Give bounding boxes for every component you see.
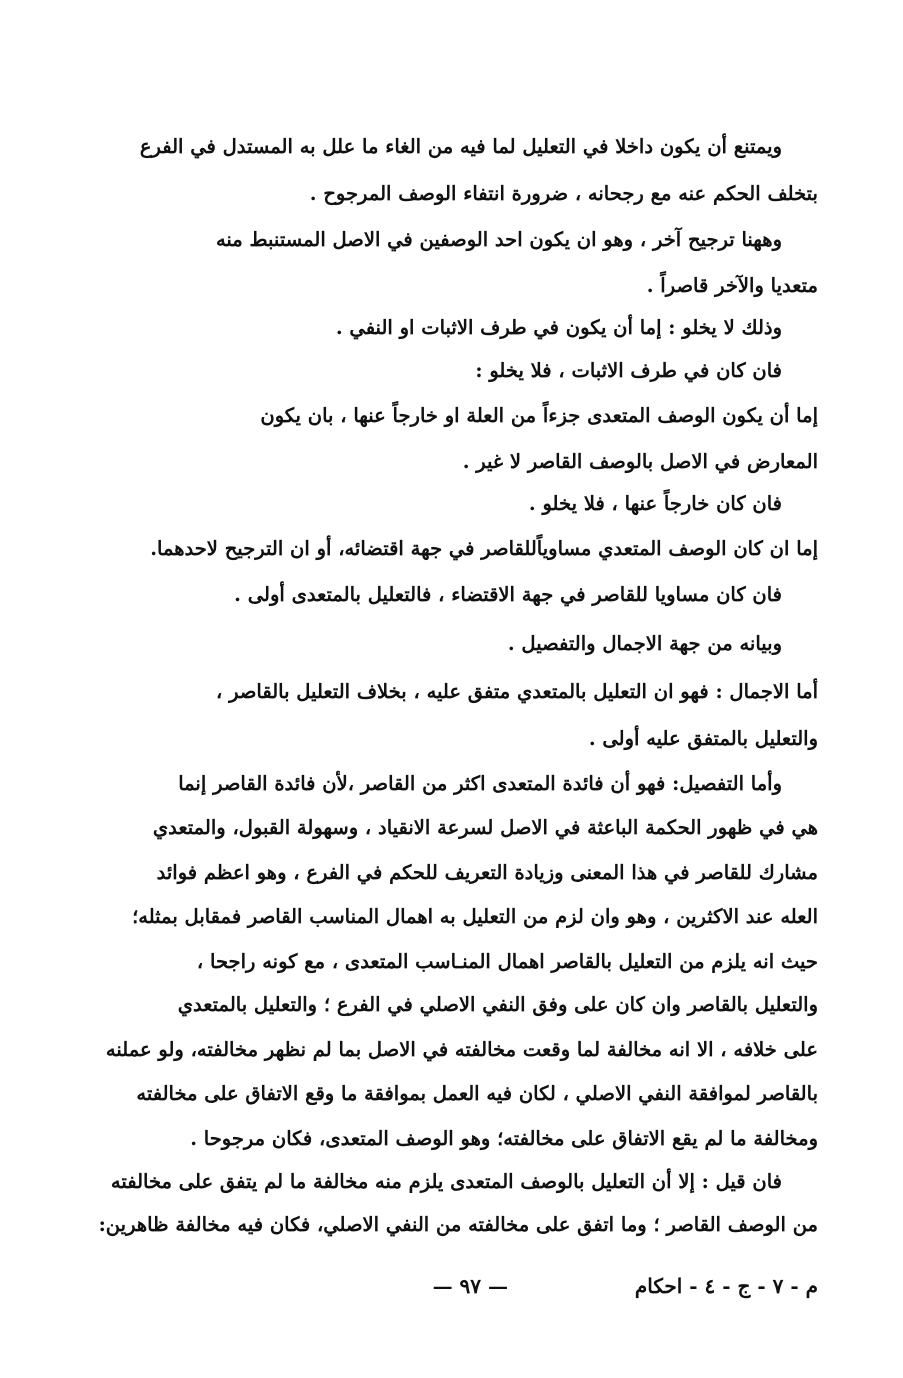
text-line: على خلافه ، الا انه مخالفة لما وقعت مخالفته في الاصل بما لم نظهر مخالفته، ولو عملنه [105, 1038, 818, 1061]
text-line: وأما التفصيل: فهو أن فائدة المتعدى اكثر من القاصر ،لأن فائدة القاصر إنما [178, 772, 782, 795]
text-line: العله عند الاكثرين ، وهو وان لزم من التعليل به اهمال المناسب القاصر فمقابل بمثله؛ [132, 905, 818, 928]
text-line: وههنا ترجيح آخر ، وهو ان يكون احد الوصفين في الاصل المستنبط منه [215, 228, 782, 251]
text-line: فان كان خارجاً عنها ، فلا يخلو . [528, 492, 782, 515]
printer-signature: م - ٧ - ج - ٤ - احكام [634, 1274, 818, 1298]
text-line: ويمتنع أن يكون داخلا في التعليل لما فيه من الغاء ما علل به المستدل في الفرع [139, 135, 782, 158]
text-line: والتعليل بالمتفق عليه أولى . [588, 727, 818, 750]
text-line: فان قيل : إلا أن التعليل بالوصف المتعدى يلزم منه مخالفة ما لم يتفق على مخالفته [110, 1170, 782, 1193]
text-line: من الوصف القاصر ؛ وما اتفق على مخالفته من النفي الاصلي، فكان فيه مخالفة ظاهرين: [98, 1213, 818, 1236]
text-line: متعديا والآخر قاصراً . [646, 274, 818, 297]
text-line: ومخالفة ما لم يقع الاتفاق على مخالفته؛ وهو الوصف المتعدى، فكان مرجوحا . [190, 1127, 818, 1150]
text-line: بالقاصر لموافقة النفي الاصلي ، لكان فيه العمل بموافقة ما وقع الاتفاق على مخالفته [136, 1082, 818, 1105]
text-line: بتخلف الحكم عنه مع رجحانه ، ضرورة انتفاء الوصف المرجوح . [309, 182, 818, 205]
text-line: المعارض في الاصل بالوصف القاصر لا غير . [462, 450, 818, 473]
text-line: وبيانه من جهة الاجمال والتفصيل . [507, 632, 782, 655]
text-line: هي في ظهور الحكمة الباعثة في الاصل لسرعة الانقياد ، وسهولة القبول، والمتعدي [152, 816, 818, 839]
text-line: فان كان مساويا للقاصر في جهة الاقتضاء ، فالتعليل بالمتعدى أولى . [234, 583, 782, 606]
page-number: — ٩٧ — [432, 1274, 508, 1298]
text-line: مشارك للقاصر في هذا المعنى وزيادة التعريف للحكم في الفرع ، وهو اعظم فوائد [156, 861, 818, 884]
text-line: حيث انه يلزم من التعليل بالقاصر اهمال المنـاسب المتعدى ، مع كونه راجحا ، [196, 950, 818, 973]
text-line: إما ان كان الوصف المتعدي مساوياًللقاصر في جهة اقتضائه، أو ان الترجيح لاحدهما. [150, 537, 818, 560]
text-line: وذلك لا يخلو : إما أن يكون في طرف الاثبات او النفي . [335, 316, 782, 339]
text-line: أما الاجمال : فهو ان التعليل بالمتعدي متفق عليه ، بخلاف التعليل بالقاصر ، [215, 680, 818, 703]
page-footer [92, 1262, 818, 1302]
text-line: والتعليل بالقاصر وان كان على وفق النفي الاصلي في الفرع ؛ والتعليل بالمتعدي [177, 993, 818, 1016]
text-line: فان كان في طرف الاثبات ، فلا يخلو : [475, 359, 782, 382]
text-line: إما أن يكون الوصف المتعدى جزءاً من العلة او خارجاً عنها ، بان يكون [260, 404, 818, 427]
